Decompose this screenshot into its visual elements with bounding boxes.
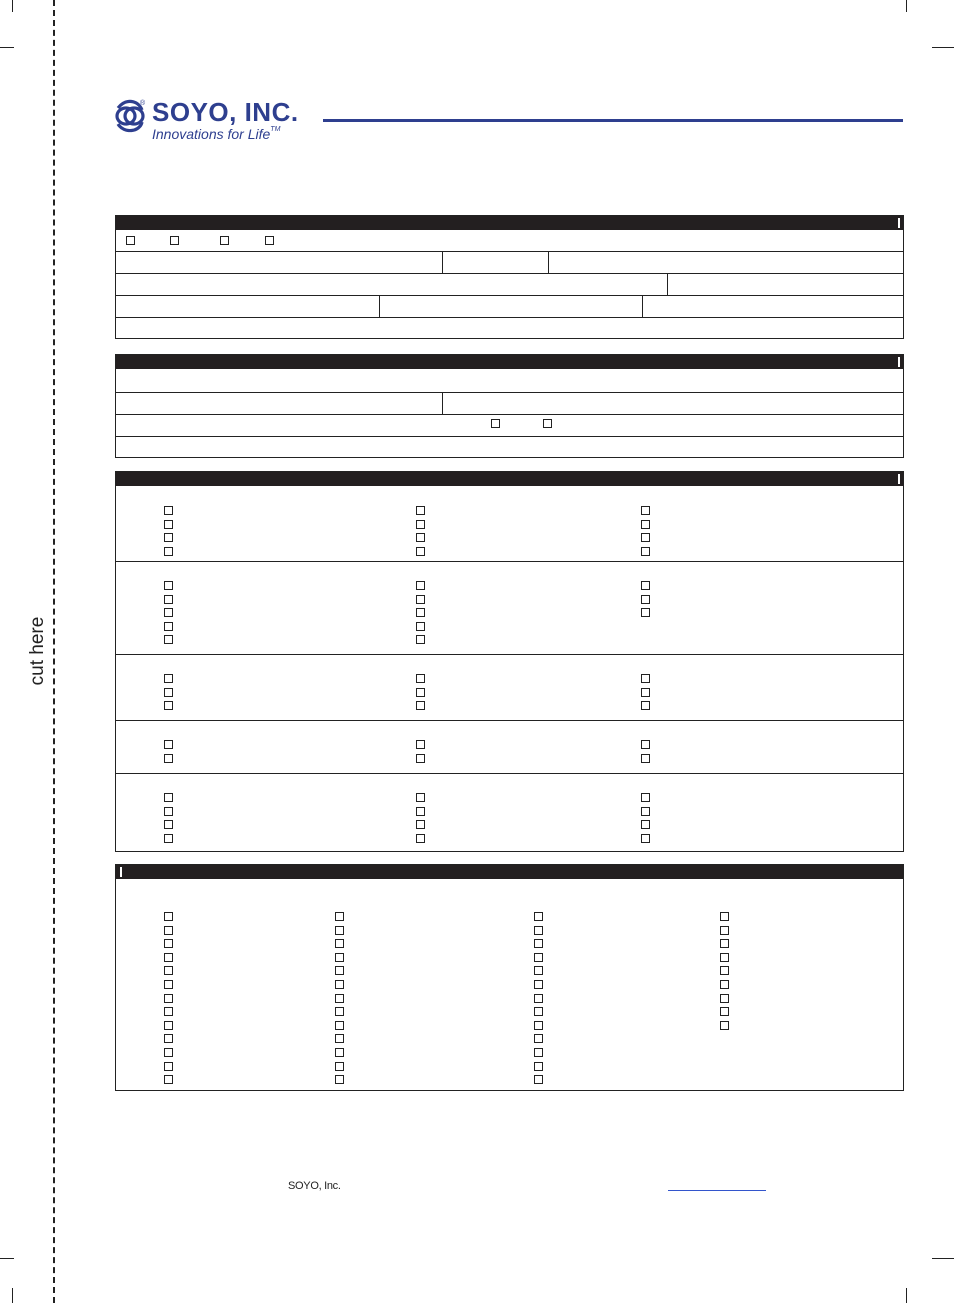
checkbox[interactable] [641,674,650,683]
checkbox[interactable] [164,980,173,989]
checkbox[interactable] [416,506,425,515]
checkbox[interactable] [534,994,543,1003]
checkbox[interactable] [416,807,425,816]
checkbox[interactable] [641,701,650,710]
group-divider [116,654,903,655]
checkbox[interactable] [416,834,425,843]
checkbox[interactable] [170,236,179,245]
checkbox[interactable] [164,595,173,604]
checkbox[interactable] [164,581,173,590]
checkbox[interactable] [416,608,425,617]
checkbox[interactable] [164,793,173,802]
checkbox[interactable] [164,1062,173,1071]
brand-tagline [152,126,280,142]
checkbox[interactable] [335,1048,344,1057]
checkbox[interactable] [720,980,729,989]
checkbox[interactable] [491,419,500,428]
section-3-header-bar [116,472,903,486]
checkbox[interactable] [534,1007,543,1016]
crop-mark [12,1288,13,1303]
checkbox[interactable] [335,1021,344,1030]
checkbox[interactable] [720,1007,729,1016]
section-2-row-3 [116,414,903,436]
checkbox[interactable] [720,953,729,962]
checkbox[interactable] [164,608,173,617]
cut-line [53,0,55,1303]
checkbox[interactable] [534,1034,543,1043]
checkbox[interactable] [534,966,543,975]
checkbox[interactable] [543,419,552,428]
checkbox[interactable] [164,966,173,975]
checkbox[interactable] [164,740,173,749]
checkbox[interactable] [220,236,229,245]
checkbox[interactable] [265,236,274,245]
checkbox[interactable] [164,547,173,556]
form-section-2 [115,354,904,458]
section-1-row-2 [116,251,903,273]
crop-mark [0,1258,14,1259]
checkbox[interactable] [641,506,650,515]
header-rule [323,119,903,122]
group-divider [116,773,903,774]
checkbox[interactable] [720,966,729,975]
checkbox[interactable] [164,688,173,697]
checkbox[interactable] [641,807,650,816]
checkbox[interactable] [164,1034,173,1043]
form-section-3 [115,471,904,852]
checkbox[interactable] [164,953,173,962]
checkbox[interactable] [534,939,543,948]
checkbox[interactable] [534,926,543,935]
checkbox[interactable] [164,533,173,542]
checkbox[interactable] [416,520,425,529]
checkbox[interactable] [534,953,543,962]
checkbox[interactable] [641,547,650,556]
checkbox[interactable] [416,688,425,697]
checkbox[interactable] [126,236,135,245]
checkbox[interactable] [641,754,650,763]
checkbox[interactable] [534,980,543,989]
checkbox[interactable] [641,793,650,802]
crop-mark [932,1258,954,1259]
checkbox[interactable] [720,939,729,948]
cut-here-label: cut here [27,616,48,686]
checkbox[interactable] [164,834,173,843]
checkbox[interactable] [720,912,729,921]
checkbox[interactable] [335,939,344,948]
checkbox[interactable] [720,994,729,1003]
checkbox[interactable] [641,581,650,590]
checkbox[interactable] [416,547,425,556]
checkbox[interactable] [416,674,425,683]
checkbox[interactable] [534,1062,543,1071]
form-section-1 [115,215,904,339]
checkbox[interactable] [335,980,344,989]
checkbox[interactable] [335,1034,344,1043]
checkbox[interactable] [416,754,425,763]
section-2-row-4[interactable] [116,436,903,458]
footer-company: SOYO, Inc. [288,1180,341,1192]
group-divider [116,720,903,721]
checkbox[interactable] [416,635,425,644]
checkbox[interactable] [164,994,173,1003]
checkbox[interactable] [720,1021,729,1030]
tagline-text: Innovations for Life [152,126,271,142]
checkbox[interactable] [164,1021,173,1030]
crop-mark [906,0,907,12]
checkbox[interactable] [164,807,173,816]
checkbox[interactable] [416,622,425,631]
checkbox[interactable] [416,581,425,590]
checkbox[interactable] [416,595,425,604]
checkbox[interactable] [534,1021,543,1030]
checkbox[interactable] [164,820,173,829]
checkbox[interactable] [335,1007,344,1016]
checkbox[interactable] [164,754,173,763]
checkbox[interactable] [164,1007,173,1016]
checkbox[interactable] [335,994,344,1003]
crop-mark [932,47,954,48]
checkbox[interactable] [164,622,173,631]
checkbox[interactable] [641,820,650,829]
section-1-header-bar [116,216,903,230]
checkbox[interactable] [641,688,650,697]
checkbox[interactable] [641,520,650,529]
checkbox[interactable] [416,701,425,710]
group-divider [116,561,903,562]
checkbox[interactable] [164,1048,173,1057]
checkbox[interactable] [416,793,425,802]
footer-link-underline[interactable] [668,1190,766,1191]
checkbox[interactable] [164,926,173,935]
form-section-4 [115,864,904,1091]
checkbox[interactable] [335,1062,344,1071]
checkbox[interactable] [534,1048,543,1057]
section-2-header-bar [116,355,903,369]
checkbox[interactable] [641,740,650,749]
checkbox[interactable] [720,926,729,935]
checkbox[interactable] [164,912,173,921]
checkbox[interactable] [641,608,650,617]
checkbox[interactable] [335,926,344,935]
crop-mark [0,47,14,48]
checkbox[interactable] [416,820,425,829]
checkbox[interactable] [335,912,344,921]
checkbox[interactable] [164,520,173,529]
checkbox[interactable] [335,1075,344,1084]
checkbox[interactable] [335,966,344,975]
checkbox[interactable] [164,506,173,515]
brand-name: SOYO, INC. [152,97,299,127]
section-1-row-3 [116,273,903,295]
section-1-row-5[interactable] [116,317,903,339]
checkbox[interactable] [416,533,425,542]
section-1-row-4 [116,295,903,317]
checkbox[interactable] [641,533,650,542]
section-4-header-bar [116,865,903,879]
checkbox[interactable] [164,635,173,644]
trademark-mark: TM [270,126,281,133]
checkbox[interactable] [164,939,173,948]
checkbox[interactable] [164,701,173,710]
checkbox[interactable] [164,674,173,683]
section-2-row-1[interactable] [116,369,903,391]
registered-mark: ® [140,100,146,107]
checkbox[interactable] [416,740,425,749]
checkbox[interactable] [641,595,650,604]
crop-mark [906,1288,907,1303]
checkbox[interactable] [335,953,344,962]
checkbox[interactable] [534,912,543,921]
checkbox[interactable] [534,1075,543,1084]
checkbox[interactable] [641,834,650,843]
checkbox[interactable] [164,1075,173,1084]
section-2-row-2 [116,392,903,414]
crop-mark [12,0,13,12]
